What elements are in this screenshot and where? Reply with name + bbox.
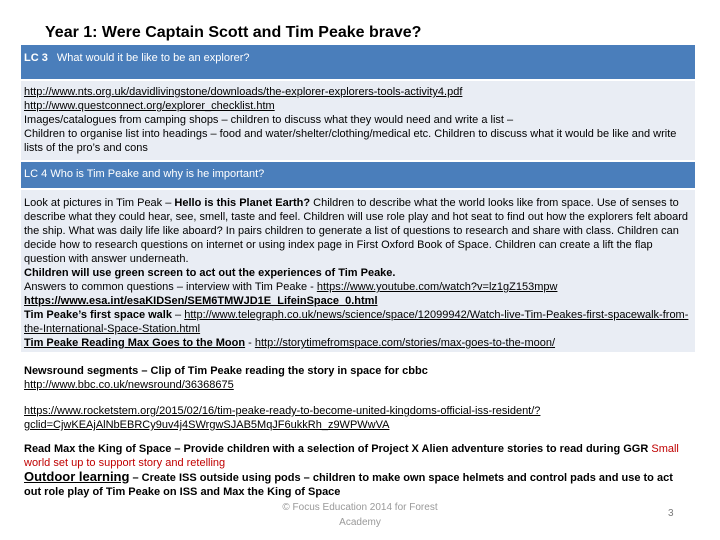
storytime-link[interactable]: http://storytimefromspace.com/stories/max-goes-to-the-moon/: [254, 337, 556, 349]
lc3-header: [21, 45, 695, 81]
esa-link[interactable]: https://www.esa.int/esaKIDSen/SEM6TMWJD1E_LifeinSpace_0.html: [24, 295, 378, 307]
lc3-organise-text: Children to organise list into headings – food and water/shelter/clothing/medical etc. Children to discuss what it would be like and write lists of the pro’s and cons: [24, 128, 677, 154]
lc4-label: LC 4: [24, 168, 48, 180]
telegraph-link[interactable]: http://www.telegraph.co.uk/news/science/space/12099942/Watch-live-Tim-Peakes-first-spacewalk-from-the-International-Space-Station.html: [24, 309, 689, 335]
lc4-content: [21, 190, 695, 535]
answers-line: Answers to common questions – interview with Tim Peake - https://www.youtube.com/watch?v=lz1gZ153mpw: [24, 281, 558, 293]
small-world-text: Small world set up to support story and retelling: [24, 443, 679, 469]
newsround-text: Newsround segments – Clip of Tim Peake reading the story in space for cbbc: [24, 365, 428, 377]
lc3-catalogues-text: Images/catalogues from camping shops – children to discuss what they would need and write a list –: [24, 114, 514, 126]
lc3-label: LC 3: [24, 52, 48, 64]
book-title: Hello is this Planet Earth?: [174, 197, 311, 209]
rocketstem-link[interactable]: https://www.rocketstem.org/2015/02/16/tim-peake-ready-to-become-united-kingdoms-official-iss-resident/?gclid=CjwKEAjAlNbEBRCy9uv4j4SWrgwSJAB5MqJF6ukkRh_z9WPWwVA: [24, 405, 541, 431]
lc4-question: Who is Tim Peake and why is he important?: [50, 168, 265, 180]
lc4-header: [21, 162, 695, 190]
questconnect-link[interactable]: http://www.questconnect.org/explorer_checklist.htm: [24, 100, 275, 112]
lc3-content: [21, 81, 695, 162]
reading-line: Tim Peake Reading Max Goes to the Moon - http://storytimefromspace.com/stories/max-goes-to-the-moon/: [24, 337, 556, 349]
outdoor-learning-paragraph: Outdoor learning – Create ISS outside using pods – children to make own space helmets and control pads and use to act out role play of Tim Peake on ISS and Max the King of Space: [24, 469, 673, 498]
page-number: 3: [668, 508, 674, 519]
bbc-link[interactable]: http://www.bbc.co.uk/newsround/36368675: [24, 379, 234, 391]
outdoor-learning-label: Outdoor learning: [24, 469, 130, 484]
youtube-link[interactable]: https://www.youtube.com/watch?v=lz1gZ153mpw: [316, 281, 558, 293]
page-title: Year 1: Were Captain Scott and Tim Peake brave?: [45, 24, 422, 41]
copyright-footer: © Focus Education 2014 for Forest Academy: [282, 502, 438, 528]
content-table: [21, 45, 695, 535]
lc3-question: What would it be like to be an explorer?: [56, 52, 250, 64]
green-screen-text: Children will use green screen to act out the experiences of Tim Peake.: [24, 267, 396, 279]
nts-link[interactable]: http://www.nts.org.uk/davidlivingstone/downloads/the-explorer-explorers-tools-activity4.pdf: [24, 86, 463, 98]
lc4-intro-paragraph: Look at pictures in Tim Peak – Hello is this Planet Earth? Children to describe what the world looks like from space. Use of senses to describe what they could hear, see, smell, taste and feel. Children will use role play and hot seat to find out how the explorers felt aboard the ship. What was daily life like aboard? In pairs children to generate a list of questions to research and share with class. Children can decide how to research questions on internet or using index page in First Oxford Book of Space. Children can create a lift the flap question with answer underneath.: [24, 197, 689, 265]
spacewalk-line: Tim Peake’s first space walk – http://www.telegraph.co.uk/news/science/space/12099942/Watch-live-Tim-Peakes-first-spacewalk-from-the-International-Space-Station.html: [24, 309, 689, 335]
read-max-paragraph: Read Max the King of Space – Provide children with a selection of Project X Alien adventure stories to read during GGR Small world set up to support story and retelling: [24, 443, 679, 469]
